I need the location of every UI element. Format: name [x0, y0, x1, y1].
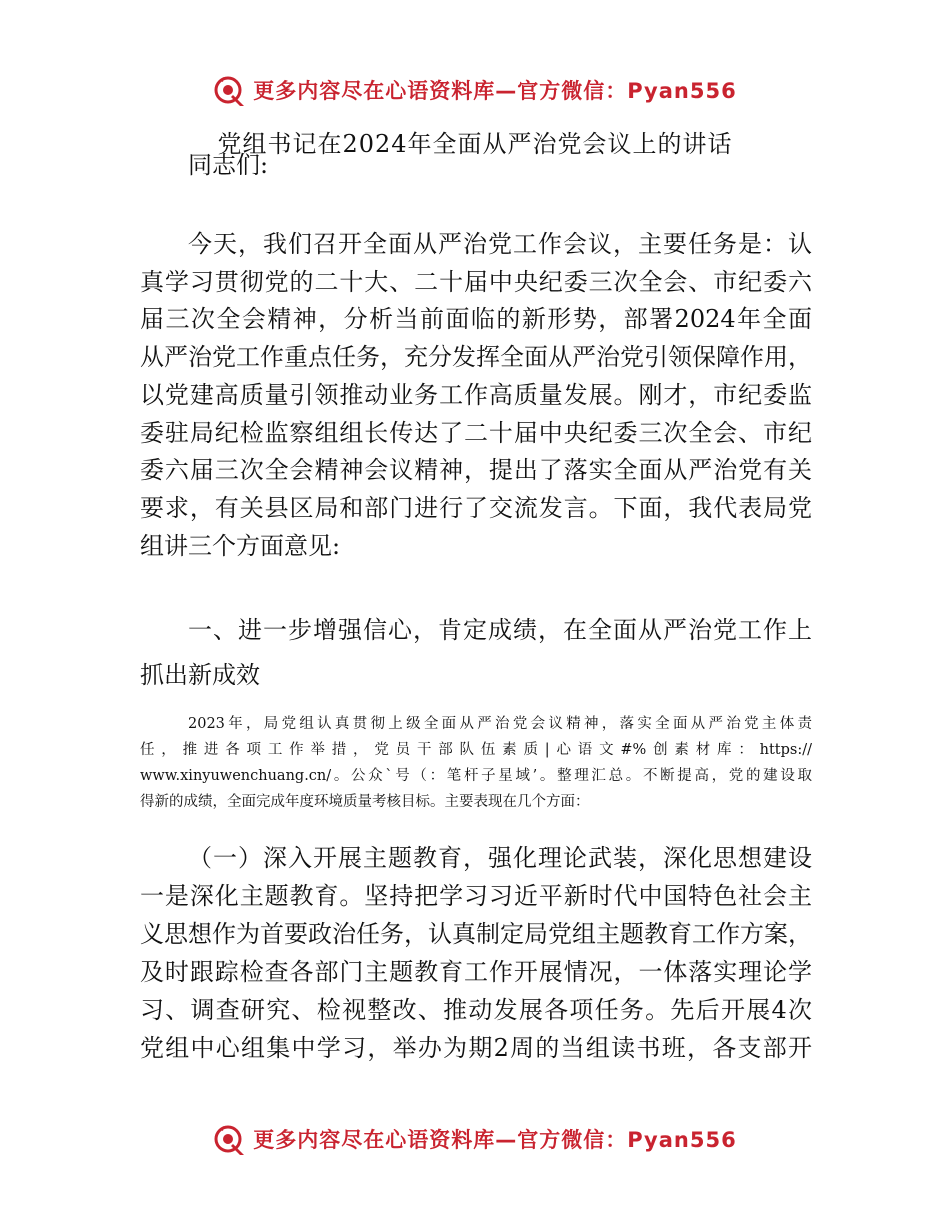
- small-paragraph-line: 得新的成绩，全面完成年度环境质量考核目标。主要表现在几个方面：: [140, 794, 590, 810]
- paragraph-line: 以党建高质量引领推动业务工作高质量发展。刚才，市纪委监: [140, 381, 812, 409]
- paragraph-line: 届三次全会精神，分析当前面临的新形势，部署2024年全面: [140, 305, 812, 333]
- watermark-text: 更多内容尽在心语资料库—官方微信：Pyan556: [253, 79, 737, 103]
- paragraph-line: 今天，我们召开全面从严治党工作会议，主要任务是：认: [188, 230, 812, 258]
- paragraph-line: 真学习贯彻党的二十大、二十届中央纪委三次全会、市纪委六: [140, 268, 812, 296]
- subsection-heading: （一）深入开展主题教育，强化理论武装，深化思想建设: [188, 844, 812, 872]
- paragraph-line: 组讲三个方面意见:: [140, 532, 341, 560]
- watermark-banner-top: [0, 70, 950, 110]
- paragraph-line: 及时跟踪检查各部门主题教育工作开展情况，一体落实理论学: [140, 958, 812, 986]
- small-paragraph-line: 2023年，局党组认真贯彻上级全面从严治党会议精神，落实全面从严治党主体责: [188, 716, 812, 732]
- document-title: 党组书记在2024年全面从严治党会议上的讲话: [217, 130, 733, 158]
- small-paragraph-line: www.xinyuwenchuang.cn/。公众`号（：笔杆子星域’。整理汇总。不断提高，党的建设取: [140, 768, 812, 784]
- paragraph-line: 从严治党工作重点任务，充分发挥全面从严治党引领保障作用，: [140, 343, 812, 371]
- paragraph-line: 委六届三次全会精神会议精神，提出了落实全面从严治党有关: [140, 456, 812, 484]
- pen-logo-icon: [213, 73, 247, 107]
- paragraph-line: 义思想作为首要政治任务，认真制定局党组主题教育工作方案，: [140, 920, 812, 948]
- paragraph-line: 一是深化主题教育。坚持把学习习近平新时代中国特色社会主: [140, 882, 812, 910]
- section-heading: 抓出新成效: [140, 661, 260, 689]
- watermark-banner-bottom: [0, 1119, 950, 1159]
- paragraph-line: 要求，有关县区局和部门进行了交流发言。下面，我代表局党: [140, 494, 812, 522]
- paragraph-line: 党组中心组集中学习，举办为期2周的当组读书班，各支部开: [140, 1034, 812, 1062]
- pen-logo-icon: [213, 1122, 247, 1156]
- paragraph-line: 习、调查研究、检视整改、推动发展各项任务。先后开展4次: [140, 996, 812, 1024]
- watermark-text: 更多内容尽在心语资料库—官方微信：Pyan556: [253, 1128, 737, 1152]
- greeting: 同志们:: [188, 151, 269, 179]
- section-heading: 一、进一步增强信心，肯定成绩，在全面从严治党工作上: [188, 616, 812, 644]
- small-paragraph-line: 任，推进各项工作举措，党员干部队伍素质|心语文#%创素材库：https://: [140, 742, 812, 758]
- paragraph-line: 委驻局纪检监察组组长传达了二十届中央纪委三次全会、市纪: [140, 419, 812, 447]
